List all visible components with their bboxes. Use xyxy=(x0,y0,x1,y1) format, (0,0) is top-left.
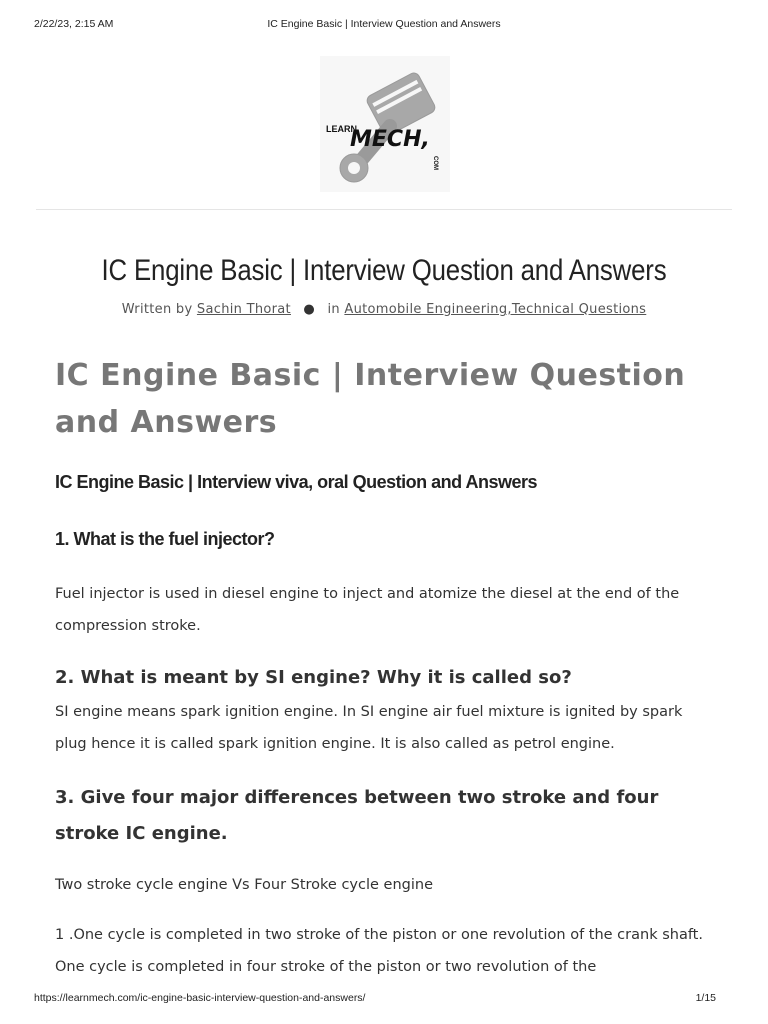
print-url: https://learnmech.com/ic-engine-basic-interview-question-and-answers/ xyxy=(34,992,366,1004)
author-link[interactable]: Sachin Thorat xyxy=(196,302,291,317)
logo-text-small: LEARN xyxy=(326,124,357,134)
difference-point-1: 1 .One cycle is completed in two stroke of the piston or one revolution of the crank shaft. One cycle is completed in four stroke of the piston or two revolution of the xyxy=(55,927,703,975)
article-title: IC Engine Basic | Interview Question and Answers xyxy=(101,254,667,287)
print-header xyxy=(34,18,734,32)
answer-2: SI engine means spark ignition engine. In SI engine air fuel mixture is ignited by spark plug hence it is called spark ignition engine. It is also called as petrol engine. xyxy=(55,704,683,752)
byline-in: in xyxy=(327,302,340,317)
page-heading: IC Engine Basic | Interview Question and Answers xyxy=(55,358,686,440)
print-title: IC Engine Basic | Interview Question and Answers xyxy=(267,18,501,30)
byline-bullet: ● xyxy=(303,302,316,317)
question-1: 1. What is the fuel injector? xyxy=(55,529,275,549)
byline xyxy=(0,302,768,317)
logo-text-com: COM xyxy=(432,156,438,170)
site-logo[interactable] xyxy=(320,56,450,192)
page-number: 1/15 xyxy=(695,992,716,1004)
header-divider xyxy=(36,209,732,210)
print-footer xyxy=(34,992,734,1006)
question-3: 3. Give four major differences between two stroke and four stroke IC engine. xyxy=(55,787,659,844)
logo-text-main: MECH, xyxy=(350,127,430,152)
question-2: 2. What is meant by SI engine? Why it is called so? xyxy=(55,667,572,688)
print-datetime: 2/22/23, 2:15 AM xyxy=(34,18,114,30)
answer-1: Fuel injector is used in diesel engine to inject and atomize the diesel at the end of the compression stroke. xyxy=(55,586,680,634)
byline-written-by: Written by xyxy=(121,302,193,317)
article-subheading: IC Engine Basic | Interview viva, oral Question and Answers xyxy=(55,472,538,492)
comparison-intro: Two stroke cycle engine Vs Four Stroke cycle engine xyxy=(55,877,433,893)
category-links[interactable]: Automobile Engineering,Technical Questions xyxy=(344,302,647,317)
piston-icon xyxy=(320,56,450,192)
